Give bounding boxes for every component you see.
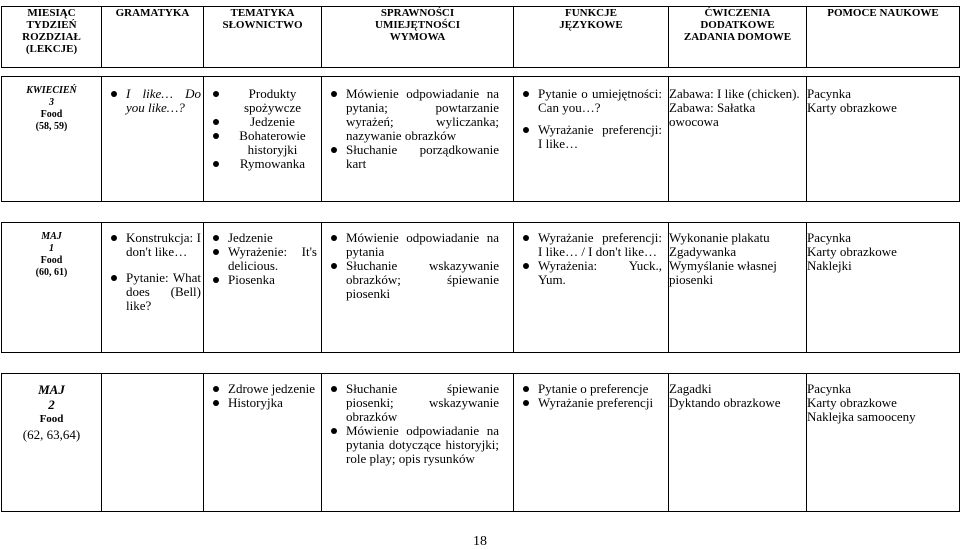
list-item: Pytanie o preferencje [514, 382, 662, 396]
page-number: 18 [473, 534, 487, 549]
list-item: Historyjka [204, 396, 317, 410]
bullet-icon [523, 400, 529, 406]
bullet-icon [523, 91, 529, 97]
spacer-row [2, 68, 960, 77]
list-item: Wyrażanie preferencji: I like… [514, 123, 662, 151]
month-cell: MAJ 1 Food (60, 61) [2, 223, 102, 353]
list-item: Wyrażenia: Yuck., Yum. [514, 259, 662, 287]
month-cell: KWIECIEŃ 3 Food (58, 59) [2, 77, 102, 202]
lesson-row [2, 223, 960, 353]
extra-cell: Wykonanie plakatu Zgadywanka Wymyślanie własnej piosenki [669, 223, 807, 353]
bullet-icon [213, 91, 219, 97]
bullet-icon [331, 386, 337, 392]
aids-cell: Pacynka Karty obrazkowe [807, 77, 960, 202]
list-item: Mówienie odpowiadanie na pytania [322, 231, 499, 259]
bullet-icon [523, 235, 529, 241]
bullet-icon [213, 119, 219, 125]
lesson-row [2, 77, 960, 202]
bullet-icon [213, 161, 219, 167]
bullet-icon [331, 263, 337, 269]
list-item: Wyrażanie preferencji [514, 396, 662, 410]
bullet-icon [213, 235, 219, 241]
header-topics: TEMATYKA SŁOWNICTWO [204, 7, 322, 68]
list-item: Jedzenie [204, 115, 317, 129]
list-item: Pytanie: What does (Bell) like? [102, 271, 201, 313]
list-item: I like… Do you like…? [102, 87, 201, 115]
list-item: Słuchanie wskazywanie obrazków; śpiewanie piosenki [322, 259, 499, 301]
header-row [2, 7, 960, 68]
list-item: Rymowanka [204, 157, 317, 171]
bullet-icon [523, 263, 529, 269]
bullet-icon [331, 428, 337, 434]
skills-cell [322, 223, 514, 353]
skills-cell [322, 374, 514, 512]
bullet-icon [111, 235, 117, 241]
topics-cell [204, 77, 322, 202]
list-item: Piosenka [204, 273, 317, 287]
bullet-icon [213, 249, 219, 255]
header-functions: FUNKCJE JĘZYKOWE [514, 7, 669, 68]
list-item: Pytanie o umiejętności: Can you…? [514, 87, 662, 115]
grammar-cell [102, 223, 204, 353]
grammar-cell [102, 77, 204, 202]
list-item: Konstrukcja: I don't like… [102, 231, 201, 259]
bullet-icon [111, 91, 117, 97]
bullet-icon [523, 386, 529, 392]
lesson-plan-table [1, 6, 960, 512]
bullet-icon [331, 91, 337, 97]
list-item: Jedzenie [204, 231, 317, 245]
aids-cell: Pacynka Karty obrazkowe Naklejki [807, 223, 960, 353]
functions-cell [514, 77, 669, 202]
header-skills: SPRAWNOŚCI UMIEJĘTNOŚCI WYMOWA [322, 7, 514, 68]
bullet-icon [213, 386, 219, 392]
bullet-icon [331, 147, 337, 153]
header-extra: ĆWICZENIA DODATKOWE ZADANIA DOMOWE [669, 7, 807, 68]
functions-cell [514, 374, 669, 512]
topics-cell [204, 223, 322, 353]
aids-cell: Pacynka Karty obrazkowe Naklejka samooceny [807, 374, 960, 512]
functions-cell [514, 223, 669, 353]
skills-cell [322, 77, 514, 202]
bullet-icon [523, 127, 529, 133]
topics-cell [204, 374, 322, 512]
list-item: Wyrażenie: It's delicious. [204, 245, 317, 273]
list-item: Zdrowe jedzenie [204, 382, 317, 396]
list-item: Mówienie odpowiadanie na pytania dotyczące historyjki; role play; opis rysunków [322, 424, 499, 466]
header-grammar: GRAMATYKA [102, 7, 204, 68]
bullet-icon [111, 275, 117, 281]
spacer-row [2, 353, 960, 374]
month-cell: MAJ 2 Food (62, 63,64) [2, 374, 102, 512]
extra-cell: Zagadki Dyktando obrazkowe [669, 374, 807, 512]
list-item: Bohaterowie historyjki [204, 129, 317, 157]
spacer-row [2, 202, 960, 223]
list-item: Mówienie odpowiadanie na pytania; powtarzanie wyrażeń; wyliczanka; nazywanie obrazków [322, 87, 499, 143]
header-aids: POMOCE NAUKOWE [807, 7, 960, 68]
bullet-icon [213, 133, 219, 139]
bullet-icon [213, 400, 219, 406]
bullet-icon [213, 277, 219, 283]
extra-cell: Zabawa: I like (chicken). Zabawa: Sałatka owocowa [669, 77, 807, 202]
grammar-cell [102, 374, 204, 512]
bullet-icon [331, 235, 337, 241]
list-item: Wyrażanie preferencji: I like… / I don't like… [514, 231, 662, 259]
header-month: MIESIĄC TYDZIEŃ ROZDZIAŁ (LEKCJE) [2, 7, 102, 68]
list-item: Słuchanie śpiewanie piosenki; wskazywanie obrazków [322, 382, 499, 424]
list-item: Słuchanie porządkowanie kart [322, 143, 499, 171]
list-item: Produkty spożywcze [204, 87, 317, 115]
lesson-row [2, 374, 960, 512]
